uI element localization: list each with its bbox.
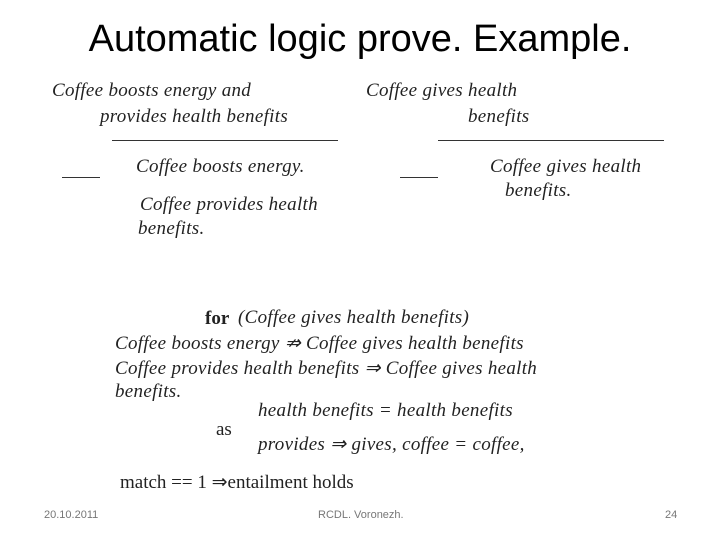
right-conclusion-line2: benefits. — [505, 180, 572, 201]
left-conclusion1: Coffee boosts energy. — [136, 156, 305, 177]
right-split-marker — [400, 177, 438, 178]
right-premise-line2: benefits — [468, 106, 530, 127]
left-premise-line1: Coffee boosts energy and — [52, 80, 252, 101]
as-keyword: as — [216, 419, 232, 440]
left-conclusion2-line2: benefits. — [138, 218, 205, 239]
right-conclusion-line1: Coffee gives health — [490, 156, 642, 177]
substitution-line2: provides ⇒ gives, coffee = coffee, — [258, 434, 525, 455]
for-keyword: for — [205, 308, 230, 329]
footer-date: 20.10.2011 — [44, 509, 99, 521]
left-premise-line2: provides health benefits — [100, 106, 289, 127]
match-result: match == 1 ⇒entailment holds — [120, 472, 354, 493]
substitution-line1: health benefits = health benefits — [258, 400, 513, 421]
left-split-marker — [62, 177, 100, 178]
right-premise-line1: Coffee gives health — [366, 80, 518, 101]
footer-center: RCDL. Voronezh. — [318, 509, 404, 521]
slide-title: Automatic logic prove. Example. — [88, 18, 632, 60]
proof-line2: Coffee provides health benefits ⇒ Coffee gives health — [115, 358, 538, 379]
left-conclusion2-line1: Coffee provides health — [140, 194, 318, 215]
right-inference-line — [438, 140, 664, 141]
proof-line3: benefits. — [115, 381, 182, 402]
footer-page-number: 24 — [665, 509, 678, 521]
proof-goal: (Coffee gives health benefits) — [238, 307, 470, 328]
left-inference-line — [112, 140, 338, 141]
proof-line1: Coffee boosts energy ⇏ Coffee gives health benefits — [115, 333, 524, 354]
